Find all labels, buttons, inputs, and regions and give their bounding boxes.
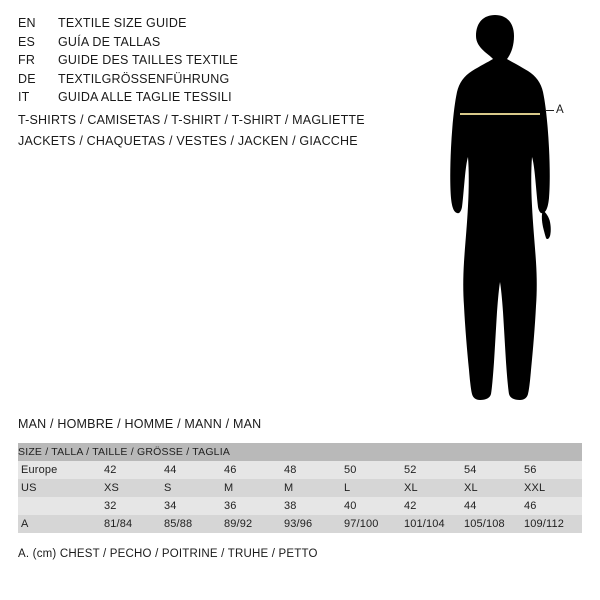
table-header-row xyxy=(18,443,582,461)
language-text: GUIDE DES TAILLES TEXTILE xyxy=(58,53,239,68)
measure-leader-dash xyxy=(545,110,554,111)
table-cell: 34 xyxy=(162,497,222,515)
table-row xyxy=(18,515,582,533)
table-cell: 54 xyxy=(462,461,522,479)
table-cell: 46 xyxy=(522,497,582,515)
table-cell: 93/96 xyxy=(282,515,342,533)
table-cell: 85/88 xyxy=(162,515,222,533)
table-cell: 50 xyxy=(342,461,402,479)
language-row xyxy=(18,70,378,89)
table-cell: XXL xyxy=(522,479,582,497)
table-cell: 38 xyxy=(282,497,342,515)
table-cell: 40 xyxy=(342,497,402,515)
size-table-wrapper xyxy=(18,443,582,533)
language-code: DE xyxy=(18,71,36,86)
table-cell: XS xyxy=(102,479,162,497)
table-cell: 101/104 xyxy=(402,515,462,533)
category-list xyxy=(18,110,418,152)
table-cell: 52 xyxy=(402,461,462,479)
table-cell: S xyxy=(162,479,222,497)
language-list xyxy=(18,14,378,107)
row-label: Europe xyxy=(18,461,102,479)
table-cell: 46 xyxy=(222,461,282,479)
table-cell: 48 xyxy=(282,461,342,479)
table-cell: 105/108 xyxy=(462,515,522,533)
table-cell: 89/92 xyxy=(222,515,282,533)
table-cell: M xyxy=(282,479,342,497)
table-cell: 36 xyxy=(222,497,282,515)
table-row xyxy=(18,497,582,515)
category-line-tshirts: T-SHIRTS / CAMISETAS / T-SHIRT / T-SHIRT / MAGLIETTE xyxy=(18,113,365,127)
table-cell: M xyxy=(222,479,282,497)
table-header-label: SIZE / TALLA / TAILLE / GRÖSSE / TAGLIA xyxy=(18,443,582,461)
table-cell: 56 xyxy=(522,461,582,479)
table-cell: 97/100 xyxy=(342,515,402,533)
language-row xyxy=(18,88,378,107)
table-cell: 42 xyxy=(402,497,462,515)
table-cell: 81/84 xyxy=(102,515,162,533)
row-label: US xyxy=(18,479,102,497)
section-heading-man: MAN / HOMBRE / HOMME / MANN / MAN xyxy=(18,417,262,431)
language-text: GUÍA DE TALLAS xyxy=(58,34,161,49)
table-cell: 109/112 xyxy=(522,515,582,533)
language-code: ES xyxy=(18,34,36,49)
table-cell: 44 xyxy=(162,461,222,479)
table-cell: XL xyxy=(402,479,462,497)
language-code: IT xyxy=(18,90,30,105)
table-cell: 42 xyxy=(102,461,162,479)
figure-illustration xyxy=(400,10,600,410)
table-row xyxy=(18,479,582,497)
footnote-chest-measure: A. (cm) CHEST / PECHO / POITRINE / TRUHE / PETTO xyxy=(18,548,318,560)
language-code: EN xyxy=(18,16,36,30)
male-body-silhouette-icon xyxy=(400,10,600,410)
language-code: FR xyxy=(18,53,36,68)
language-row xyxy=(18,14,378,33)
category-line-jackets: JACKETS / CHAQUETAS / VESTES / JACKEN / GIACCHE xyxy=(18,134,358,148)
language-row xyxy=(18,33,378,52)
language-text: TEXTILE SIZE GUIDE xyxy=(58,16,187,30)
table-cell: L xyxy=(342,479,402,497)
language-text: TEXTILGRÖSSENFÜHRUNG xyxy=(58,71,230,86)
row-label xyxy=(18,497,102,515)
measure-label-a: A xyxy=(556,104,564,116)
language-text: GUIDA ALLE TAGLIE TESSILI xyxy=(58,90,232,105)
size-table xyxy=(18,443,582,533)
table-cell: XL xyxy=(462,479,522,497)
table-row xyxy=(18,461,582,479)
language-row xyxy=(18,51,378,70)
table-cell: 32 xyxy=(102,497,162,515)
table-cell: 44 xyxy=(462,497,522,515)
row-label: A xyxy=(18,515,102,533)
